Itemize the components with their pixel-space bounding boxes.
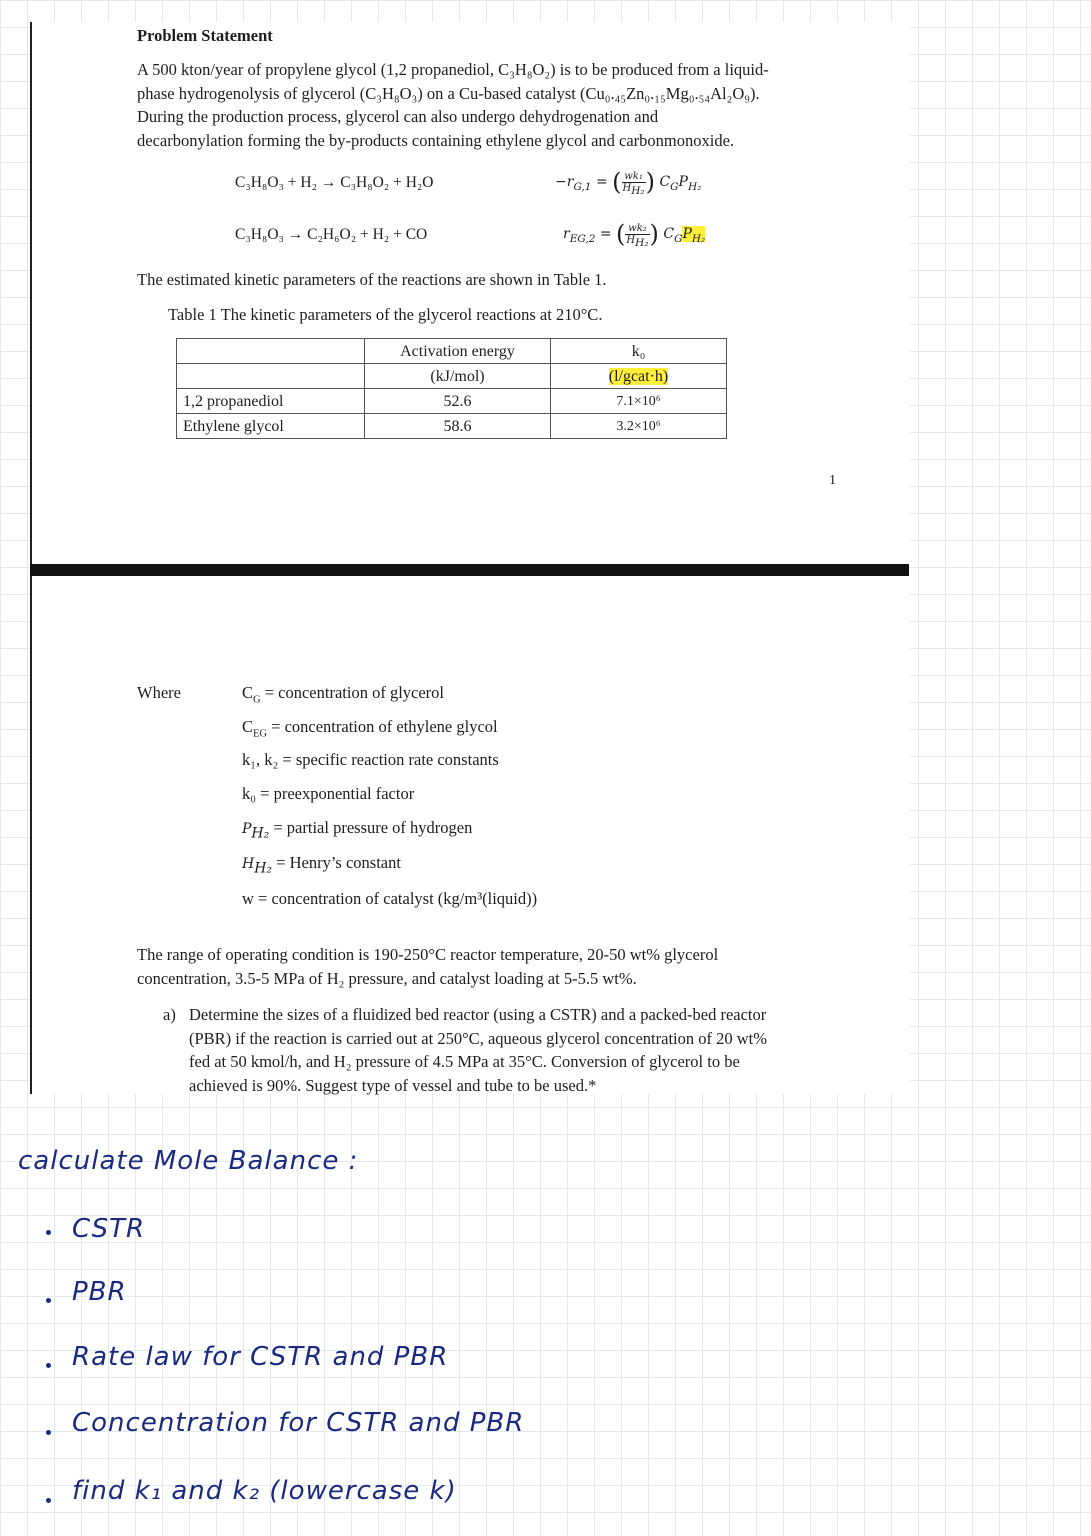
handwritten-note-item: find k₁ and k₂ (lowercase k) <box>72 1476 457 1506</box>
document-page-1 <box>30 22 910 564</box>
table-row <box>177 389 727 414</box>
table-cell-name: Ethylene glycol <box>177 414 365 439</box>
bullet-dot <box>46 1430 51 1435</box>
reaction-1-equation: C₃H₈O₃ + H₂ → C₃H₈O₂ + H₂O <box>235 174 434 191</box>
highlighted-partial-pressure: $P_{H_2}$ <box>682 226 706 245</box>
question-line: Determine the sizes of a fluidized bed reactor (using a CSTR) and a packed-bed reactor <box>189 1005 767 1024</box>
reaction-2-rate-law: $r_{EG,2}$ = ( $\frac{\text{wk₂}}{H_{H_2}}$ ) $C_GP_{H_2}$ <box>563 220 706 249</box>
definition-line: w = concentration of catalyst (kg/m³(liquid)) <box>242 889 538 908</box>
table-cell-k0: 3.2×10⁶ <box>551 414 727 439</box>
kinetic-parameters-table <box>176 338 727 439</box>
table-cell-ea: 52.6 <box>365 389 551 414</box>
table-header-activation-energy: Activation energy <box>365 339 551 364</box>
intro-line: A 500 kton/year of propylene glycol (1,2 propanediol, C₃H₈O₂) is to be produced from a liquid- <box>137 60 769 79</box>
bullet-dot <box>46 1230 51 1235</box>
intro-line: During the production process, glycerol can also undergo dehydrogenation and <box>137 107 659 126</box>
table-cell-name: 1,2 propanediol <box>177 389 365 414</box>
question-line: fed at 50 kmol/h, and H₂ pressure of 4.5 MPa at 35°C. Conversion of glycerol to be <box>189 1052 740 1071</box>
table-row <box>177 414 727 439</box>
operating-conditions-paragraph <box>137 943 849 990</box>
bullet-dot <box>46 1363 51 1368</box>
handwritten-note-item: Concentration for CSTR and PBR <box>72 1408 525 1438</box>
intro-paragraph <box>137 58 849 152</box>
conditions-line: The range of operating condition is 190-250°C reactor temperature, 20-50 wt% glycerol <box>137 945 719 964</box>
reaction-2-equation: C₃H₈O₃ → C₂H₆O₂ + H₂ + CO <box>235 226 428 243</box>
definition-line: k₁, k₂ = specific reaction rate constants <box>242 750 499 769</box>
handwritten-note-item: Rate law for CSTR and PBR <box>72 1342 449 1372</box>
definition-line: $C_{EG}$ = concentration of ethylene glycol <box>242 717 498 740</box>
table-header-cell-empty <box>177 339 365 364</box>
intro-line: phase hydrogenolysis of glycerol (C₃H₈O₃) on a Cu-based catalyst (Cu₀.₄₅Zn₀.₁₅Mg₀.₅₄Al₂O₉). <box>137 83 760 103</box>
conditions-line: concentration, 3.5-5 MPa of H₂ pressure, and catalyst loading at 5-5.5 wt%. <box>137 968 637 988</box>
handwritten-note-item: PBR <box>72 1277 127 1307</box>
table-caption: Table 1 The kinetic parameters of the glycerol reactions at 210°C. <box>168 305 603 324</box>
table-header-k0: k₀ <box>551 339 727 364</box>
definition-line: $H_{H_2}$ = Henry’s constant <box>242 853 401 877</box>
table-header-cell-empty <box>177 364 365 389</box>
reaction-1-rate-law: $-r_{G,1}$ = ( $\frac{\text{wk₁}}{H_{H_2}}$ ) $C_GP_{H_2}$ <box>555 168 702 197</box>
kinetic-intro-text: The estimated kinetic parameters of the reactions are shown in Table 1. <box>137 270 607 289</box>
question-line: achieved is 90%. Suggest type of vessel and tube to be used.* <box>189 1075 597 1095</box>
problem-statement-heading: Problem Statement <box>137 26 273 45</box>
question-paragraph <box>189 1003 901 1097</box>
table-header-ea-units: (kJ/mol) <box>365 364 551 389</box>
definition-line: k₀ = preexponential factor <box>242 784 415 803</box>
handwritten-notes-title: calculate Mole Balance : <box>18 1146 359 1176</box>
bullet-dot <box>46 1298 51 1303</box>
table-cell-k0: 7.1×10⁶ <box>551 389 727 414</box>
bullet-dot <box>46 1498 51 1503</box>
table-cell-ea: 58.6 <box>365 414 551 439</box>
page-divider <box>30 564 909 576</box>
table-header-row-units <box>177 364 727 389</box>
definition-line: $C_G$ = concentration of glycerol <box>242 683 445 706</box>
definition-line: $P_{H_2}$ = partial pressure of hydrogen <box>242 818 473 842</box>
document-page-2 <box>30 576 910 1094</box>
question-label: a) <box>163 1005 176 1024</box>
table-header-row <box>177 339 727 364</box>
question-line: (PBR) if the reaction is carried out at 250°C, aqueous glycerol concentration of 20 wt% <box>189 1028 767 1048</box>
intro-line: decarbonylation forming the by-products containing ethylene glycol and carbonmonoxide. <box>137 130 735 150</box>
where-label: Where <box>137 683 181 702</box>
page-number: 1 <box>829 473 836 488</box>
handwritten-note-item: CSTR <box>72 1214 146 1244</box>
table-header-k0-units: (l/gcat·h) <box>551 364 727 389</box>
